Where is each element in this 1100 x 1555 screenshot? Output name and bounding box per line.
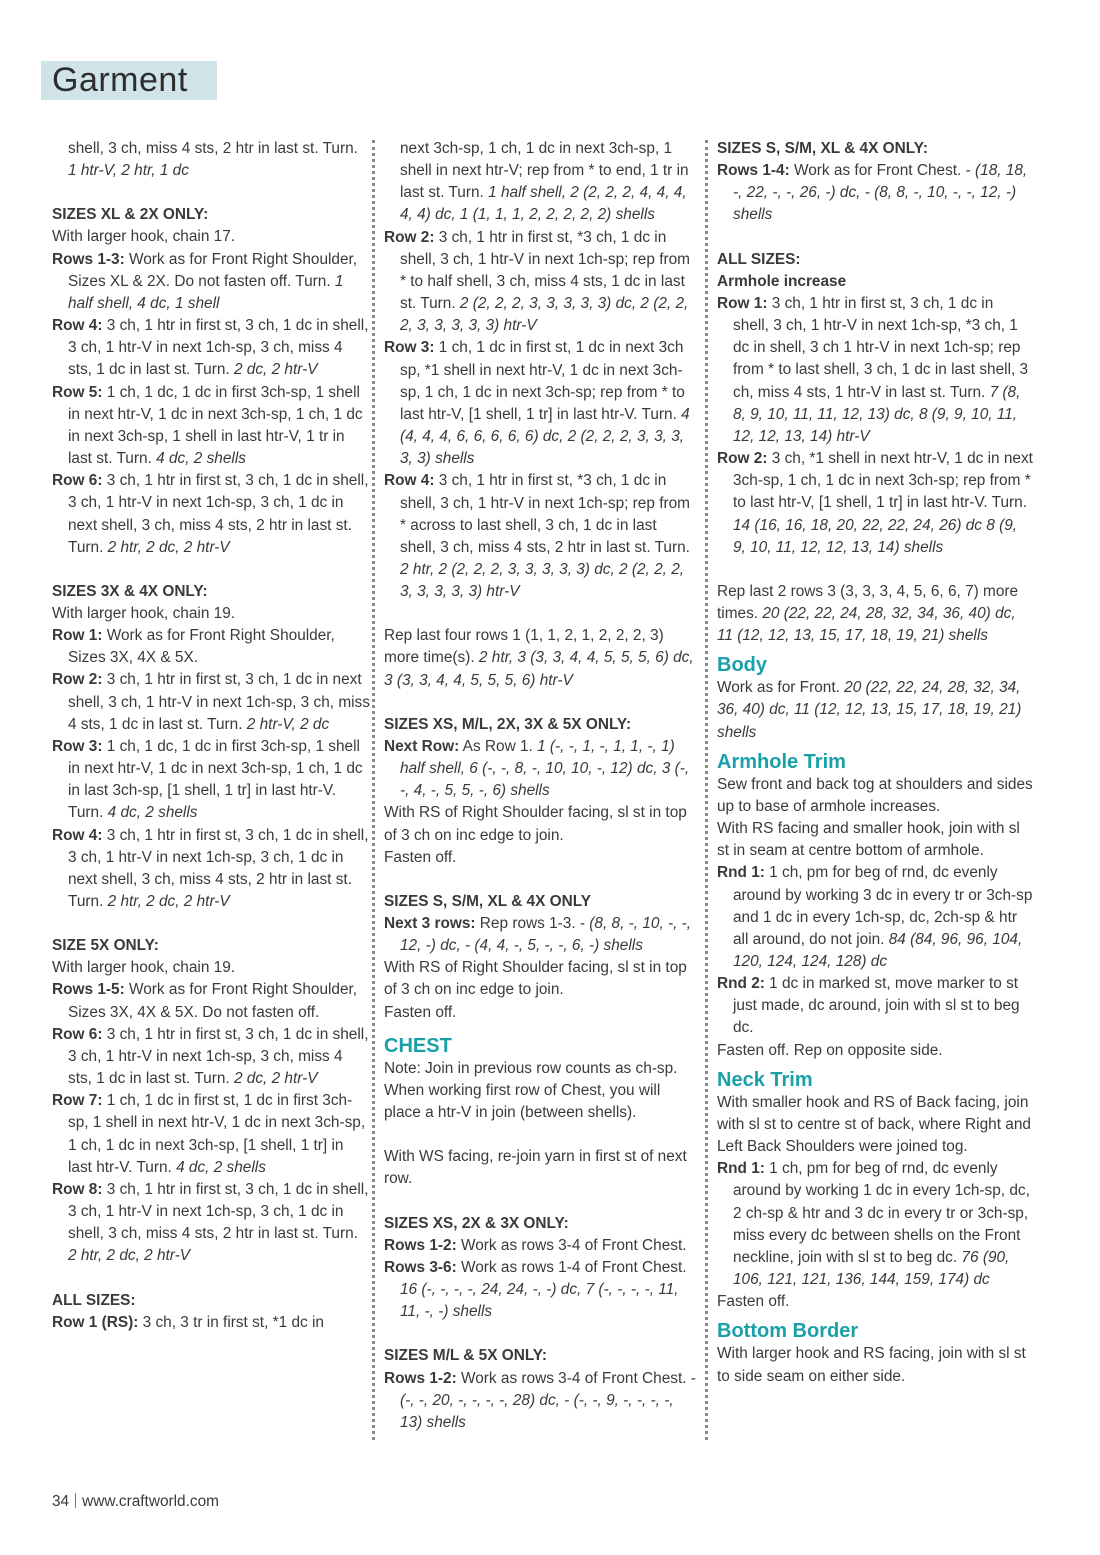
row-instruction: Rows 1-4: Work as for Front Chest. - (18, 18, -, 22, -, -, 26, -) dc, - (8, 8, -, 10, -, -, 12, -) shells bbox=[717, 162, 1028, 224]
column-1 bbox=[52, 138, 370, 1334]
section-heading-bottom-border: Bottom Border bbox=[717, 1320, 859, 1343]
size-heading: SIZES XS, M/L, 2X, 3X & 5X ONLY: bbox=[384, 715, 632, 733]
paragraph: Work as for Front. 20 (22, 22, 24, 28, 32, 34, 36, 40) dc, 11 (12, 12, 13, 15, 17, 18, 19, 21) shells bbox=[717, 679, 1022, 741]
column-3 bbox=[717, 138, 1033, 1388]
paragraph: With WS facing, re-join yarn in first st of next row. bbox=[384, 1148, 687, 1188]
row-instruction: Rows 1-2: Work as rows 3-4 of Front Chest. - (-, -, 20, -, -, -, -, 28) dc, - (-, -, 9, -, -, -, -, 13) shells bbox=[384, 1369, 696, 1431]
row-instruction: Row 6: 3 ch, 1 htr in first st, 3 ch, 1 dc in shell, 3 ch, 1 htr-V in next 1ch-sp, 3 ch, 1 dc in next shell, 3 ch, miss 4 sts, 2 htr in last st. Turn. 2 htr, 2 dc, 2 htr-V bbox=[52, 472, 369, 556]
row-instruction: Rows 1-3: Work as for Front Right Shoulder, Sizes XL & 2X. Do not fasten off. Turn. 1 half shell, 4 dc, 1 shell bbox=[52, 250, 358, 312]
row-instruction: Row 4: 3 ch, 1 htr in first st, *3 ch, 1 dc in shell, 3 ch, 1 htr-V in next 1ch-sp; rep from * across to last shell, 3 ch, 1 dc in last shell, 3 ch, miss 4 sts, 2 htr in last st. Turn. 2 htr, 2 (2, 2, 2, 3, 3, 3, 3, 3) dc, 2 (2, 2, 2, 3, 3, 3, 3, 3) htr-V bbox=[384, 472, 690, 601]
row-instruction: Rows 1-2: Work as rows 3-4 of Front Chest. bbox=[384, 1236, 687, 1254]
paragraph: Fasten off. bbox=[717, 1293, 790, 1311]
paragraph: Fasten off. Rep on opposite side. bbox=[717, 1041, 943, 1059]
size-heading: SIZES XS, 2X & 3X ONLY: bbox=[384, 1214, 569, 1232]
row-instruction: Rnd 1: 1 ch, pm for beg of rnd, dc evenly around by working 3 dc in every tr or 3ch-sp and 1 dc in every 1ch-sp, dc, 2ch-sp & htr all around, do not join. 84 (84, 96, 96, 104, 120, 124, 124, 128) dc bbox=[717, 864, 1033, 970]
column-divider bbox=[705, 140, 708, 1440]
row-instruction: Rnd 1: 1 ch, pm for beg of rnd, dc evenly around by working 1 dc in every 1ch-sp, dc, 2 ch-sp & htr and 3 dc in every tr or 3ch-sp, miss every dc between shells on the Front neckline, join with sl st to beg dc. 76 (90, 106, 121, 121, 136, 144, 159, 174) dc bbox=[717, 1160, 1030, 1289]
section-heading-armhole-trim: Armhole Trim bbox=[717, 750, 846, 773]
row-instruction: Row 4: 3 ch, 1 htr in first st, 3 ch, 1 dc in shell, 3 ch, 1 htr-V in next 1ch-sp, 3 ch, 1 dc in next shell, 3 ch, miss 4 sts, 2 htr in last st. Turn. 2 htr, 2 dc, 2 htr-V bbox=[52, 826, 369, 910]
footer-divider bbox=[75, 1493, 76, 1508]
row-instruction: Row 1: 3 ch, 1 htr in first st, 3 ch, 1 dc in shell, 3 ch, 1 htr-V in next 1ch-sp, *3 ch, 1 dc in shell, 3 ch 1 htr-V in next 1ch-sp; rep from * to last shell, 3 ch, 1 dc in last shell, 3 ch, miss 4 sts, 1 htr-V in last st. Turn. 7 (8, 8, 9, 10, 11, 11, 12, 13) dc, 8 (9, 9, 10, 11, 12, 12, 13, 14) htr-V bbox=[717, 294, 1029, 445]
row-instruction: Row 8: 3 ch, 1 htr in first st, 3 ch, 1 dc in shell, 3 ch, 1 htr-V in next 1ch-sp, 3 ch, 1 dc in shell, 3 ch, miss 4 sts, 2 htr in last st. Turn. 2 htr, 2 dc, 2 htr-V bbox=[52, 1180, 369, 1265]
paragraph: With RS facing and smaller hook, join with sl st in seam at centre bottom of armhole. bbox=[717, 820, 1020, 860]
column-divider bbox=[372, 140, 375, 1440]
size-heading: SIZES XL & 2X ONLY: bbox=[52, 206, 209, 224]
page-footer bbox=[52, 1493, 219, 1511]
row-instruction: Row 2: 3 ch, 1 htr in first st, 3 ch, 1 dc in next shell, 3 ch, 1 htr-V in next 1ch-sp, 3 ch, miss 4 sts, 1 dc in last st. Turn. 2 htr-V, 2 dc bbox=[52, 671, 370, 733]
section-heading-body: Body bbox=[717, 654, 767, 677]
paragraph: next 3ch-sp, 1 ch, 1 dc in next 3ch-sp, 1 shell in next htr-V; rep from * to end, 1 tr in last st. Turn. 1 half shell, 2 (2, 2, 2, 4, 4, 4, 4, 4) dc, 1 (1, 1, 1, 2, 2, 2, 2, 2) shells bbox=[400, 140, 689, 224]
paragraph: shell, 3 ch, miss 4 sts, 2 htr in last st. Turn. 1 htr-V, 2 htr, 1 dc bbox=[68, 140, 358, 180]
row-instruction: Row 5: 1 ch, 1 dc, 1 dc in first 3ch-sp, 1 shell in next htr-V, 1 dc in next 3ch-sp, 1 ch, 1 dc in next 3ch-sp, 1 shell in last htr-V, 1 tr in last st. Turn. 4 dc, 2 shells bbox=[52, 383, 363, 468]
row-instruction: Row 3: 1 ch, 1 dc in first st, 1 dc in next 3ch sp, *1 shell in next htr-V, 1 dc in next 3ch-sp, 1 ch, 1 dc in next 3ch-sp; rep from * to last htr-V, [1 shell, 1 tr] in last htr-V. Turn. 4 (4, 4, 4, 6, 6, 6, 6, 6) dc, 2 (2, 2, 2, 3, 3, 3, 3, 3) shells bbox=[384, 339, 690, 468]
size-heading: SIZES 3X & 4X ONLY: bbox=[52, 582, 208, 600]
paragraph: Sew front and back tog at shoulders and sides up to base of armhole increases. bbox=[717, 775, 1033, 815]
row-instruction: Row 2: 3 ch, 1 htr in first st, *3 ch, 1 dc in shell, 3 ch, 1 htr-V in next 1ch-sp; rep from * to half shell, 3 ch, miss 4 sts, 1 dc in last st. Turn. 2 (2, 2, 2, 3, 3, 3, 3, 3) dc, 2 (2, 2, 2, 3, 3, 3, 3, 3) htr-V bbox=[384, 228, 690, 335]
paragraph: With RS of Right Shoulder facing, sl st in top of 3 ch on inc edge to join. bbox=[384, 804, 687, 844]
paragraph: With RS of Right Shoulder facing, sl st in top of 3 ch on inc edge to join. bbox=[384, 959, 687, 999]
size-heading: SIZES S, S/M, XL & 4X ONLY: bbox=[717, 140, 928, 157]
row-instruction: Next Row: As Row 1. 1 (-, -, 1, -, 1, 1, -, 1) half shell, 6 (-, -, 8, -, 10, 10, -, 12) dc, 3 (-, -, 4, -, 5, 5, -, 6) shells bbox=[384, 737, 690, 800]
row-instruction: Row 6: 3 ch, 1 htr in first st, 3 ch, 1 dc in shell, 3 ch, 1 htr-V in next 1ch-sp, 3 ch, miss 4 sts, 1 dc in last st. Turn. 2 dc, 2 htr-V bbox=[52, 1025, 369, 1088]
paragraph: With larger hook, chain 19. bbox=[52, 959, 236, 977]
size-heading: SIZES M/L & 5X ONLY: bbox=[384, 1347, 548, 1365]
paragraph: With larger hook, chain 19. bbox=[52, 604, 236, 622]
size-heading: SIZE 5X ONLY: bbox=[52, 937, 159, 955]
sub-heading: Armhole increase bbox=[717, 272, 847, 290]
paragraph: Rep last four rows 1 (1, 1, 2, 1, 2, 2, 2, 3) more time(s). 2 htr, 3 (3, 3, 4, 4, 5, 5, 5, 6) dc, 3 (3, 3, 4, 4, 5, 5, 5, 6) htr-V bbox=[384, 627, 694, 689]
page-number: 34 bbox=[52, 1493, 70, 1510]
paragraph: Note: Join in previous row counts as ch-sp. When working first row of Chest, you will place a htr-V in join (between shells). bbox=[384, 1059, 678, 1122]
section-title: Garment bbox=[52, 61, 188, 99]
row-instruction: Rows 3-6: Work as rows 1-4 of Front Chest. 16 (-, -, -, -, 24, 24, -, -) dc, 7 (-, -, -, -, 11, 11, -, -) shells bbox=[384, 1258, 687, 1321]
row-instruction: Row 4: 3 ch, 1 htr in first st, 3 ch, 1 dc in shell, 3 ch, 1 htr-V in next 1ch-sp, 3 ch, miss 4 sts, 1 dc in last st. Turn. 2 dc, 2 htr-V bbox=[52, 317, 369, 379]
row-instruction: Row 2: 3 ch, *1 shell in next htr-V, 1 dc in next 3ch-sp, 1 ch, 1 dc in next 3ch-sp; rep from * to last htr-V, [1 shell, 1 tr] in last htr-V. Turn. 14 (16, 16, 18, 20, 22, 22, 24, 26) dc 8 (9, 9, 10, 11, 12, 12, 13, 14) shells bbox=[717, 450, 1033, 556]
row-instruction: Next 3 rows: Rep rows 1-3. - (8, 8, -, 10, -, -, 12, -) dc, - (4, 4, -, 5, -, -, 6, -) shells bbox=[384, 915, 692, 955]
row-instruction: Row 1: Work as for Front Right Shoulder, Sizes 3X, 4X & 5X. bbox=[52, 627, 335, 667]
paragraph: Rep last 2 rows 3 (3, 3, 3, 4, 5, 6, 6, 7) more times. 20 (22, 22, 24, 28, 32, 34, 36, 40) dc, 11 (12, 12, 13, 15, 17, 18, 19, 21) shells bbox=[717, 582, 1019, 645]
website-link[interactable]: www.craftworld.com bbox=[82, 1493, 219, 1510]
size-heading: SIZES S, S/M, XL & 4X ONLY bbox=[384, 892, 591, 910]
row-instruction: Rnd 2: 1 dc in marked st, move marker to st just made, dc around, join with sl st to beg dc. bbox=[717, 975, 1020, 1037]
size-heading: ALL SIZES: bbox=[52, 1291, 136, 1309]
paragraph: With smaller hook and RS of Back facing, join with sl st to centre st of back, where Right and Left Back Shoulders were joined tog. bbox=[717, 1093, 1031, 1156]
paragraph: With larger hook, chain 17. bbox=[52, 228, 236, 246]
section-heading-chest: CHEST bbox=[384, 1034, 452, 1057]
paragraph: With larger hook and RS facing, join with sl st to side seam on either side. bbox=[717, 1345, 1026, 1385]
paragraph: Fasten off. bbox=[384, 1003, 457, 1021]
paragraph: Fasten off. bbox=[384, 848, 457, 866]
column-2 bbox=[384, 138, 696, 1434]
section-tag bbox=[41, 61, 217, 100]
row-instruction: Row 1 (RS): 3 ch, 3 tr in first st, *1 dc in bbox=[52, 1313, 324, 1331]
row-instruction: Row 7: 1 ch, 1 dc in first st, 1 dc in first 3ch-sp, 1 shell in next htr-V, 1 dc in next 3ch-sp, 1 ch, 1 dc in next 3ch-sp, [1 shell, 1 tr] in last htr-V. Turn. 4 dc, 2 shells bbox=[52, 1092, 366, 1176]
row-instruction: Row 3: 1 ch, 1 dc, 1 dc in first 3ch-sp, 1 shell in next htr-V, 1 dc in next 3ch-sp, 1 ch, 1 dc in last 3ch-sp, [1 shell, 1 tr] in last htr-V. Turn. 4 dc, 2 shells bbox=[52, 737, 363, 822]
row-instruction: Rows 1-5: Work as for Front Right Shoulder, Sizes 3X, 4X & 5X. Do not fasten off. bbox=[52, 981, 358, 1021]
section-heading-neck-trim: Neck Trim bbox=[717, 1068, 813, 1091]
size-heading: ALL SIZES: bbox=[717, 250, 801, 268]
